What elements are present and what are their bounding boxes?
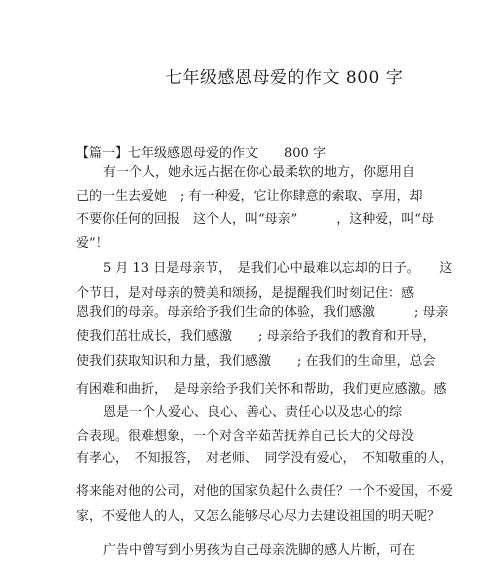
paragraph-line: 广告中曾写到小男孩为自己母亲洗脚的感人片断，可在 — [103, 543, 416, 558]
paragraph-line: 恩是一个人爱心、良心、善心、责任心以及忠心的综 — [103, 405, 403, 420]
paragraph-line: 5 月 13 日是母亲节， 是我们心中最难以忘却的日子。 这 — [103, 261, 453, 276]
paragraph-line: 不要你任何的回报 这个人，叫“母亲” ，这种爱，叫“母 — [76, 212, 434, 227]
paragraph-line: 使我们获取知识和力量，我们感激 ; 在我们的生命里，总会 — [76, 354, 436, 369]
paragraph-line: 有一个人，她永远占据在你心最柔软的地方，你愿用自 — [103, 165, 416, 180]
paragraph-line: 己的一生去爱她 ; 有一种爱，它让你肆意的索取、享用，却 — [76, 189, 423, 204]
document-title: 七年级感恩母爱的作文 800 字 — [165, 68, 404, 88]
paragraph-line: 使我们茁壮成长，我们感激 ; 母亲给予我们的教育和开导， — [76, 329, 436, 344]
paragraph-line: 将来能对他的公司，对他的国家负起什么责任？一个不爱国，不爱 — [76, 484, 454, 499]
paragraph-line: 爱”！ — [76, 236, 109, 251]
paragraph-line: 恩我们的母亲。母亲给予我们生命的体验，我们感激 ; 母亲 — [76, 305, 449, 320]
paragraph-line: 个节日，是对母亲的赞美和颂扬，是提醒我们时刻记住：感 — [76, 286, 415, 301]
section-heading: 【篇一】七年级感恩母爱的作文 800 字 — [76, 146, 326, 161]
paragraph-line: 家，不爱他人的人，又怎么能够尽心尽力去建设祖国的明天呢？ — [76, 509, 441, 524]
paragraph-line: 有孝心， 不知报答， 对老师、 同学没有爱心， 不知敬重的人， — [76, 451, 454, 466]
paragraph-line: 合表现。很难想象，一个对含辛茹苦抚养自己长大的父母没 — [76, 429, 415, 444]
paragraph-line: 有困难和曲折， 是母亲给予我们关怀和帮助，我们更应感激。感 — [76, 382, 447, 397]
